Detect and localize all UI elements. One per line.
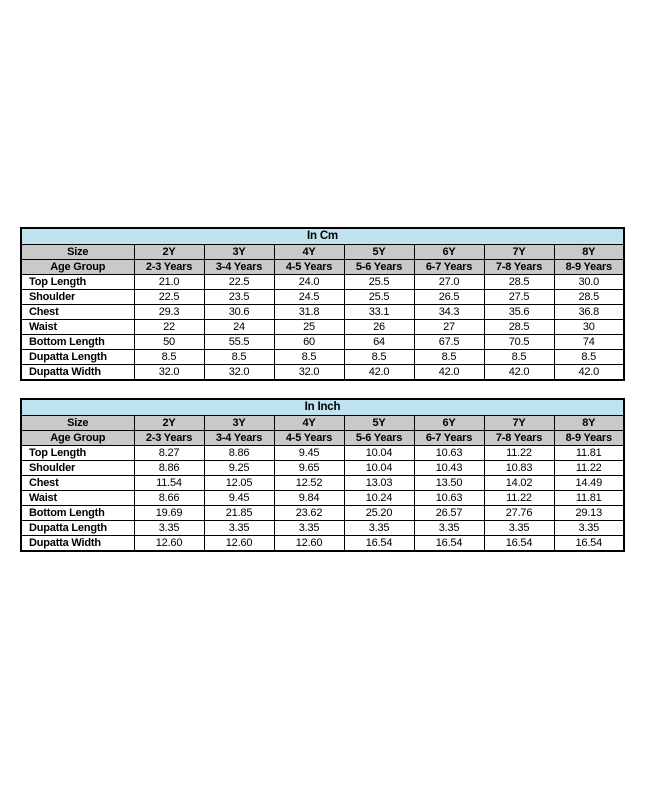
value-cell: 25 bbox=[274, 320, 344, 335]
value-cell: 32.0 bbox=[204, 365, 274, 381]
value-cell: 27.5 bbox=[484, 290, 554, 305]
header-cell: 6-7 Years bbox=[414, 431, 484, 446]
header-cell: 8Y bbox=[554, 416, 624, 431]
header-cell: 8-9 Years bbox=[554, 431, 624, 446]
value-cell: 16.54 bbox=[344, 536, 414, 552]
header-cell: 2Y bbox=[134, 416, 204, 431]
value-cell: 32.0 bbox=[274, 365, 344, 381]
value-cell: 8.66 bbox=[134, 491, 204, 506]
value-cell: 10.43 bbox=[414, 461, 484, 476]
header-row bbox=[21, 260, 624, 275]
header-row bbox=[21, 431, 624, 446]
header-label: Age Group bbox=[21, 431, 134, 446]
value-cell: 36.8 bbox=[554, 305, 624, 320]
value-cell: 32.0 bbox=[134, 365, 204, 381]
value-cell: 24.0 bbox=[274, 275, 344, 290]
value-cell: 22 bbox=[134, 320, 204, 335]
header-cell: 7Y bbox=[484, 416, 554, 431]
table-row bbox=[21, 350, 624, 365]
value-cell: 11.22 bbox=[484, 446, 554, 461]
table-row bbox=[21, 476, 624, 491]
table-row bbox=[21, 521, 624, 536]
value-cell: 60 bbox=[274, 335, 344, 350]
value-cell: 8.5 bbox=[484, 350, 554, 365]
table-row bbox=[21, 335, 624, 350]
value-cell: 3.35 bbox=[414, 521, 484, 536]
value-cell: 12.05 bbox=[204, 476, 274, 491]
table-row bbox=[21, 506, 624, 521]
value-cell: 34.3 bbox=[414, 305, 484, 320]
header-cell: 4Y bbox=[274, 416, 344, 431]
value-cell: 21.0 bbox=[134, 275, 204, 290]
value-cell: 25.5 bbox=[344, 290, 414, 305]
header-cell: 7Y bbox=[484, 245, 554, 260]
row-label: Chest bbox=[21, 305, 134, 320]
value-cell: 11.81 bbox=[554, 446, 624, 461]
row-label: Dupatta Length bbox=[21, 521, 134, 536]
value-cell: 31.8 bbox=[274, 305, 344, 320]
row-label: Shoulder bbox=[21, 290, 134, 305]
value-cell: 12.60 bbox=[134, 536, 204, 552]
value-cell: 67.5 bbox=[414, 335, 484, 350]
value-cell: 30.0 bbox=[554, 275, 624, 290]
header-cell: 5-6 Years bbox=[344, 431, 414, 446]
value-cell: 3.35 bbox=[204, 521, 274, 536]
table-row bbox=[21, 536, 624, 552]
value-cell: 28.5 bbox=[484, 320, 554, 335]
header-label: Size bbox=[21, 245, 134, 260]
value-cell: 12.60 bbox=[204, 536, 274, 552]
row-label: Dupatta Width bbox=[21, 365, 134, 381]
row-label: Bottom Length bbox=[21, 506, 134, 521]
value-cell: 23.62 bbox=[274, 506, 344, 521]
value-cell: 8.5 bbox=[554, 350, 624, 365]
header-row bbox=[21, 245, 624, 260]
value-cell: 33.1 bbox=[344, 305, 414, 320]
header-cell: 3-4 Years bbox=[204, 431, 274, 446]
table-row bbox=[21, 320, 624, 335]
table-row bbox=[21, 491, 624, 506]
size-table-inch bbox=[20, 398, 625, 552]
row-label: Waist bbox=[21, 491, 134, 506]
value-cell: 28.5 bbox=[554, 290, 624, 305]
value-cell: 3.35 bbox=[134, 521, 204, 536]
value-cell: 24.5 bbox=[274, 290, 344, 305]
header-cell: 2-3 Years bbox=[134, 260, 204, 275]
value-cell: 28.5 bbox=[484, 275, 554, 290]
value-cell: 16.54 bbox=[484, 536, 554, 552]
value-cell: 26.57 bbox=[414, 506, 484, 521]
value-cell: 8.86 bbox=[134, 461, 204, 476]
value-cell: 26 bbox=[344, 320, 414, 335]
value-cell: 19.69 bbox=[134, 506, 204, 521]
value-cell: 8.86 bbox=[204, 446, 274, 461]
value-cell: 24 bbox=[204, 320, 274, 335]
value-cell: 9.25 bbox=[204, 461, 274, 476]
table-title-row bbox=[21, 399, 624, 416]
value-cell: 35.6 bbox=[484, 305, 554, 320]
header-cell: 3Y bbox=[204, 245, 274, 260]
header-label: Age Group bbox=[21, 260, 134, 275]
header-row bbox=[21, 416, 624, 431]
value-cell: 9.45 bbox=[204, 491, 274, 506]
header-cell: 3Y bbox=[204, 416, 274, 431]
value-cell: 10.04 bbox=[344, 446, 414, 461]
row-label: Waist bbox=[21, 320, 134, 335]
header-cell: 4-5 Years bbox=[274, 431, 344, 446]
value-cell: 11.22 bbox=[554, 461, 624, 476]
value-cell: 29.13 bbox=[554, 506, 624, 521]
header-cell: 5Y bbox=[344, 416, 414, 431]
table-row bbox=[21, 365, 624, 381]
value-cell: 25.20 bbox=[344, 506, 414, 521]
header-cell: 7-8 Years bbox=[484, 431, 554, 446]
table-row bbox=[21, 290, 624, 305]
row-label: Bottom Length bbox=[21, 335, 134, 350]
value-cell: 10.83 bbox=[484, 461, 554, 476]
value-cell: 21.85 bbox=[204, 506, 274, 521]
size-table-cm bbox=[20, 227, 625, 381]
value-cell: 26.5 bbox=[414, 290, 484, 305]
value-cell: 50 bbox=[134, 335, 204, 350]
value-cell: 29.3 bbox=[134, 305, 204, 320]
value-cell: 8.5 bbox=[344, 350, 414, 365]
value-cell: 10.63 bbox=[414, 491, 484, 506]
value-cell: 11.22 bbox=[484, 491, 554, 506]
header-cell: 2-3 Years bbox=[134, 431, 204, 446]
header-cell: 8-9 Years bbox=[554, 260, 624, 275]
value-cell: 42.0 bbox=[484, 365, 554, 381]
header-cell: 8Y bbox=[554, 245, 624, 260]
value-cell: 12.52 bbox=[274, 476, 344, 491]
value-cell: 64 bbox=[344, 335, 414, 350]
header-cell: 6Y bbox=[414, 245, 484, 260]
value-cell: 9.84 bbox=[274, 491, 344, 506]
table-title: In Cm bbox=[21, 228, 624, 245]
value-cell: 23.5 bbox=[204, 290, 274, 305]
value-cell: 25.5 bbox=[344, 275, 414, 290]
row-label: Top Length bbox=[21, 446, 134, 461]
value-cell: 14.49 bbox=[554, 476, 624, 491]
value-cell: 13.03 bbox=[344, 476, 414, 491]
value-cell: 27 bbox=[414, 320, 484, 335]
value-cell: 10.24 bbox=[344, 491, 414, 506]
header-cell: 3-4 Years bbox=[204, 260, 274, 275]
value-cell: 8.5 bbox=[274, 350, 344, 365]
table-row bbox=[21, 275, 624, 290]
value-cell: 27.76 bbox=[484, 506, 554, 521]
value-cell: 27.0 bbox=[414, 275, 484, 290]
header-cell: 4-5 Years bbox=[274, 260, 344, 275]
header-cell: 6-7 Years bbox=[414, 260, 484, 275]
value-cell: 74 bbox=[554, 335, 624, 350]
value-cell: 8.5 bbox=[414, 350, 484, 365]
value-cell: 30.6 bbox=[204, 305, 274, 320]
value-cell: 42.0 bbox=[554, 365, 624, 381]
row-label: Shoulder bbox=[21, 461, 134, 476]
value-cell: 11.54 bbox=[134, 476, 204, 491]
value-cell: 8.5 bbox=[204, 350, 274, 365]
value-cell: 14.02 bbox=[484, 476, 554, 491]
value-cell: 8.5 bbox=[134, 350, 204, 365]
header-cell: 5-6 Years bbox=[344, 260, 414, 275]
header-label: Size bbox=[21, 416, 134, 431]
value-cell: 22.5 bbox=[134, 290, 204, 305]
table-title: In Inch bbox=[21, 399, 624, 416]
value-cell: 70.5 bbox=[484, 335, 554, 350]
value-cell: 16.54 bbox=[554, 536, 624, 552]
table-row bbox=[21, 305, 624, 320]
value-cell: 3.35 bbox=[274, 521, 344, 536]
header-cell: 6Y bbox=[414, 416, 484, 431]
row-label: Chest bbox=[21, 476, 134, 491]
value-cell: 12.60 bbox=[274, 536, 344, 552]
value-cell: 8.27 bbox=[134, 446, 204, 461]
value-cell: 16.54 bbox=[414, 536, 484, 552]
value-cell: 55.5 bbox=[204, 335, 274, 350]
value-cell: 42.0 bbox=[414, 365, 484, 381]
header-cell: 7-8 Years bbox=[484, 260, 554, 275]
value-cell: 22.5 bbox=[204, 275, 274, 290]
value-cell: 9.45 bbox=[274, 446, 344, 461]
value-cell: 10.63 bbox=[414, 446, 484, 461]
header-cell: 4Y bbox=[274, 245, 344, 260]
value-cell: 11.81 bbox=[554, 491, 624, 506]
value-cell: 10.04 bbox=[344, 461, 414, 476]
row-label: Dupatta Length bbox=[21, 350, 134, 365]
value-cell: 3.35 bbox=[554, 521, 624, 536]
table-row bbox=[21, 461, 624, 476]
value-cell: 3.35 bbox=[484, 521, 554, 536]
row-label: Top Length bbox=[21, 275, 134, 290]
table-row bbox=[21, 446, 624, 461]
value-cell: 9.65 bbox=[274, 461, 344, 476]
value-cell: 13.50 bbox=[414, 476, 484, 491]
header-cell: 5Y bbox=[344, 245, 414, 260]
row-label: Dupatta Width bbox=[21, 536, 134, 552]
value-cell: 3.35 bbox=[344, 521, 414, 536]
header-cell: 2Y bbox=[134, 245, 204, 260]
value-cell: 42.0 bbox=[344, 365, 414, 381]
value-cell: 30 bbox=[554, 320, 624, 335]
table-title-row bbox=[21, 228, 624, 245]
